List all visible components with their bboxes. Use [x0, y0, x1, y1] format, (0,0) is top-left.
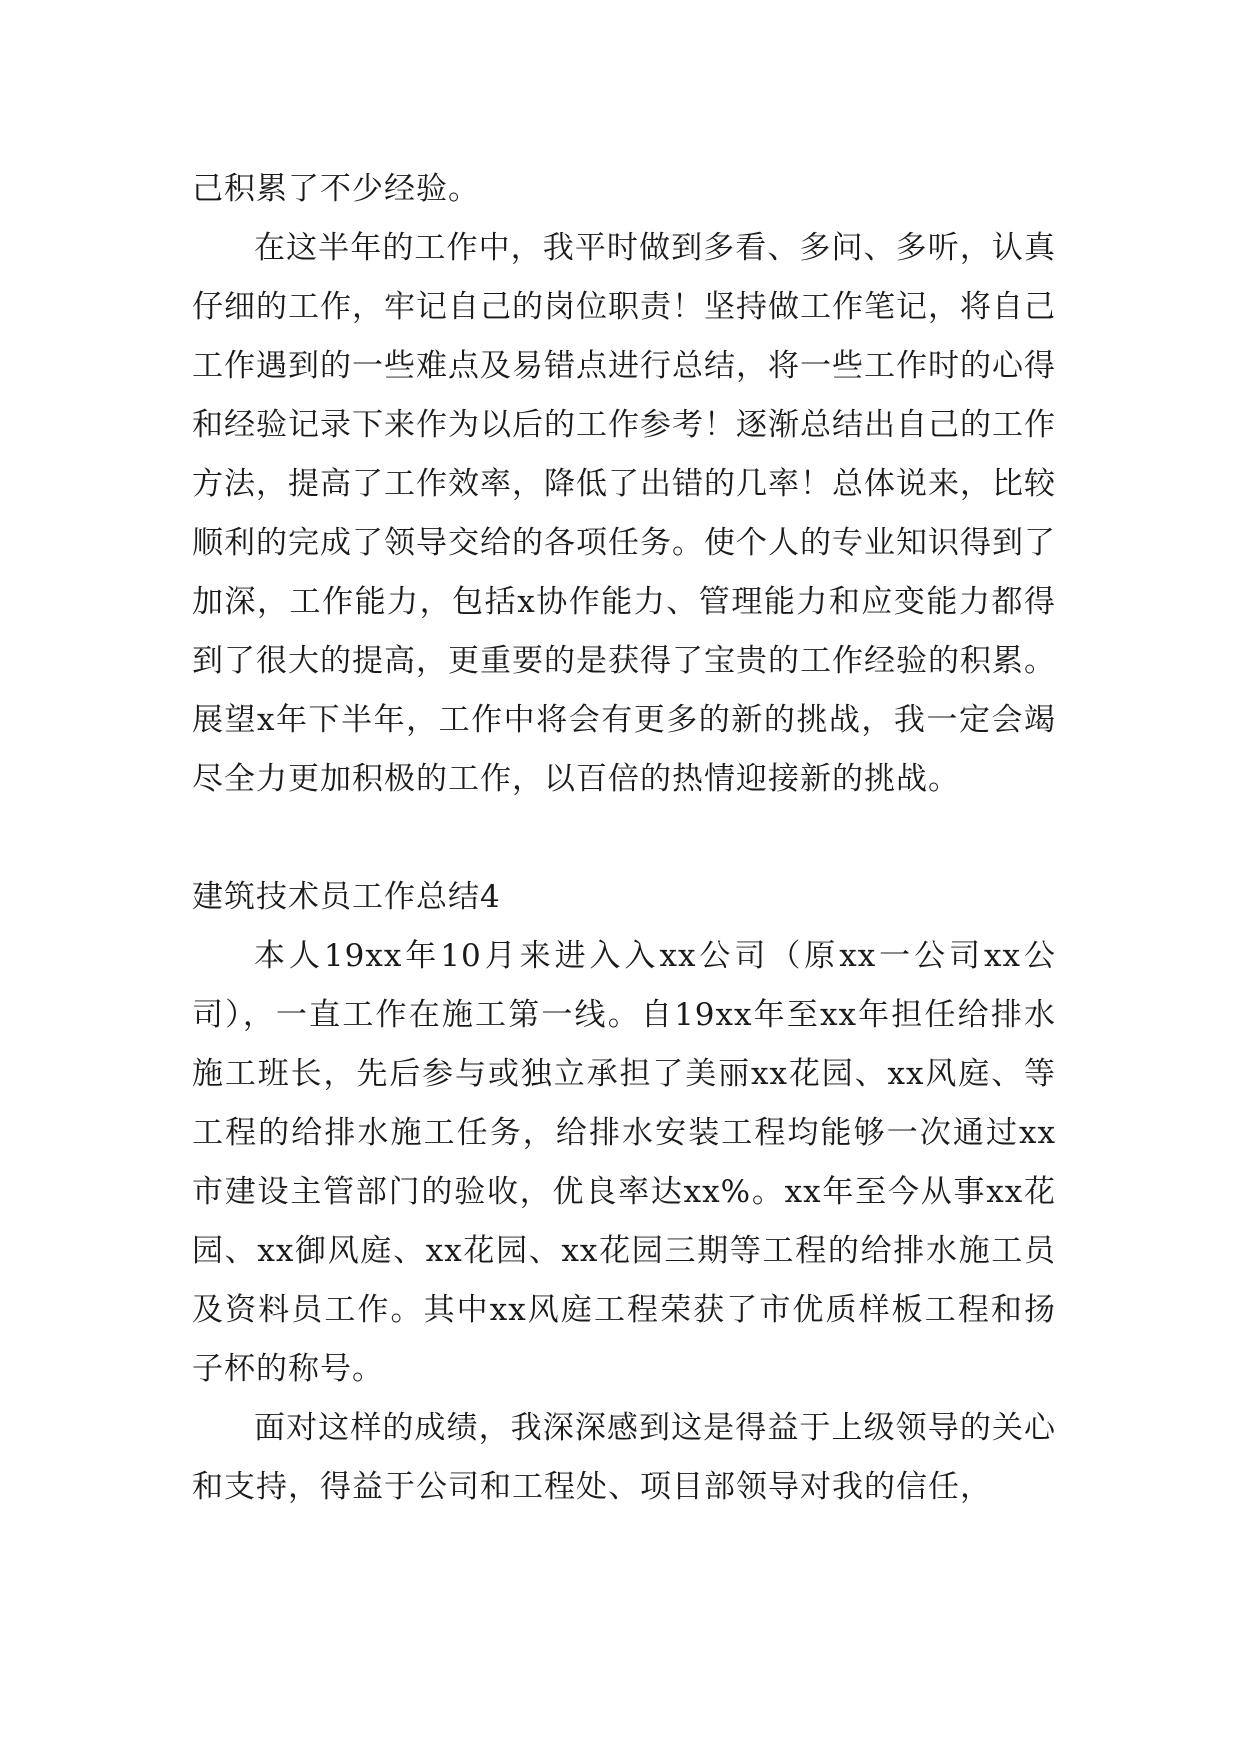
- paragraph-work-summary: 在这半年的工作中，我平时做到多看、多问、多听，认真仔细的工作，牢记自己的岗位职责！坚持做工作笔记，将自己工作遇到的一些难点及易错点进行总结，将一些工作时的心得和经验记录下来作为以后的工作参考！逐渐总结出自己的工作方法，提高了工作效率，降低了出错的几率！总体说来，比较顺利的完成了领导交给的各项任务。使个人的专业知识得到了加深，工作能力，包括x协作能力、管理能力和应变能力都得到了很大的提高，更重要的是获得了宝贵的工作经验的积累。展望x年下半年，工作中将会有更多的新的挑战，我一定会竭尽全力更加积极的工作，以百倍的热情迎接新的挑战。: [192, 230, 1056, 797]
- paragraph-achievements: 面对这样的成绩，我深深感到这是得益于上级领导的关心和支持，得益于公司和工程处、项目部领导对我的信任，: [192, 1410, 1056, 1505]
- paragraph-career-history: 本人19xx年10月来进入入xx公司（原xx一公司xx公司），一直工作在施工第一线。自19xx年至xx年担任给排水施工班长，先后参与或独立承担了美丽xx花园、xx风庭、等工程的给排水施工任务，给排水安装工程均能够一次通过xx市建设主管部门的验收，优良率达xx%。xx年至今从事xx花园、xx御风庭、xx花园、xx花园三期等工程的给排水施工员及资料员工作。其中xx风庭工程荣获了市优质样板工程和扬子杯的称号。: [192, 938, 1056, 1387]
- paragraph-continuation: 己积累了不少经验。: [192, 171, 480, 207]
- document-page: [192, 160, 1056, 1517]
- section-heading: 建筑技术员工作总结4: [192, 879, 501, 915]
